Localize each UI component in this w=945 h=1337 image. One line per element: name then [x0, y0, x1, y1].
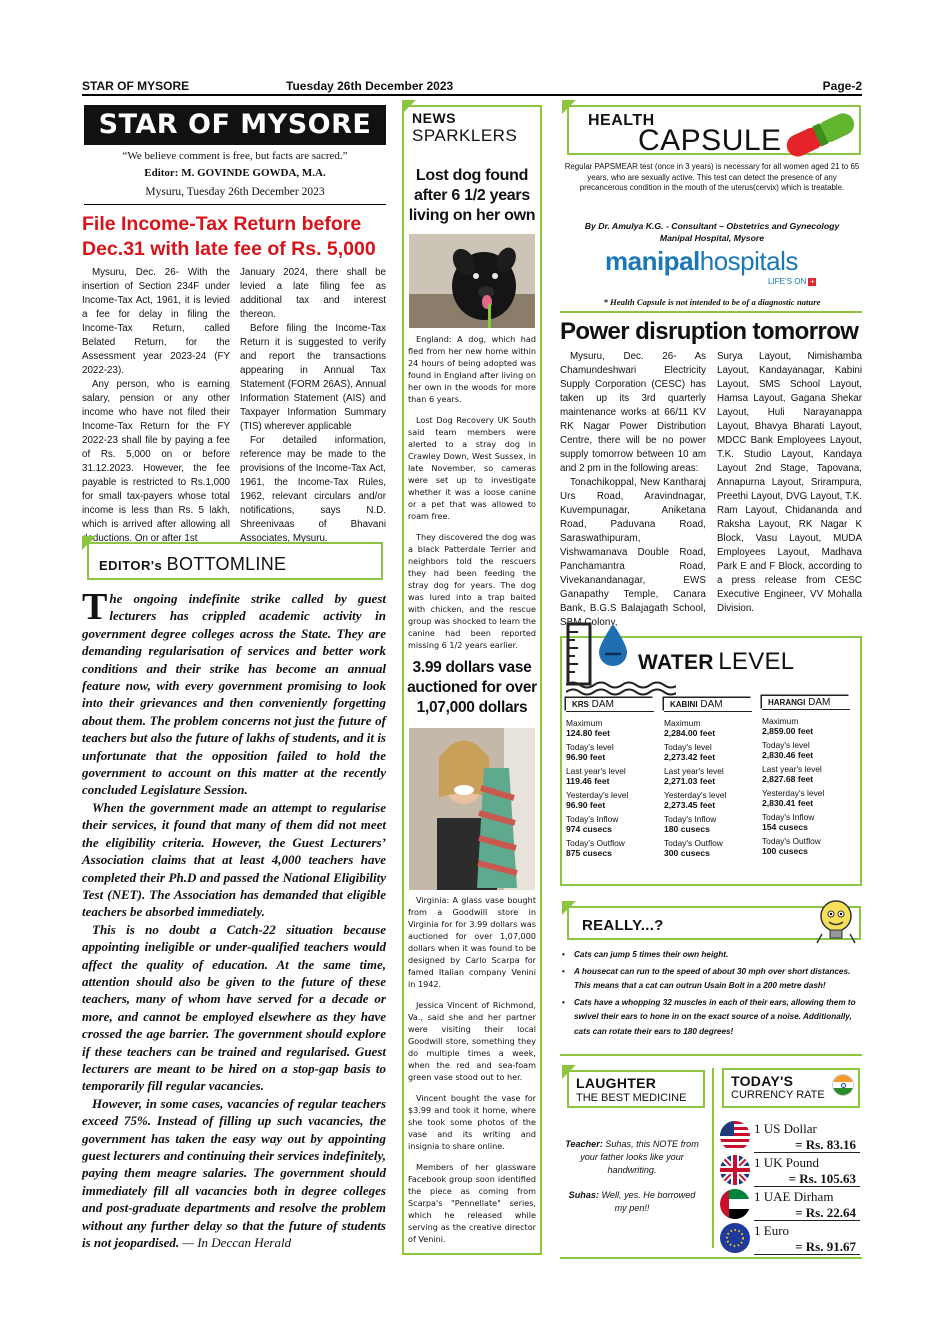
lead-column-1: [82, 266, 230, 546]
dam-stat-value: 119.46 feet: [566, 776, 610, 786]
dam-stat-label: Today's level: [762, 740, 810, 750]
dam-stat-label: Today's level: [566, 742, 614, 752]
editorial-source: — In Deccan Herald: [182, 1235, 292, 1251]
dam-stat-value: 2,271.03 feet: [664, 776, 716, 786]
currency-row: [718, 1223, 860, 1255]
dam-stat-label: Last year's level: [566, 766, 626, 776]
currency-subtitle: CURRENCY RATE: [731, 1089, 825, 1101]
dam-stat-label: Maximum: [566, 718, 603, 728]
lead-paragraph: For detailed information, reference may be made to the provisions of the Income-Tax Act, 1961, the Income-Tax Rules, 1962, relevant circulars and/or notifications, says N.D. Shreenivaas of Bhavani Associates, Mysuru.: [240, 435, 386, 544]
plus-icon: +: [810, 276, 815, 286]
list-item: • A housecat can run to the speed of about 30 mph over short distances. This means that a cat can outrun Usain Bolt in a 200 metre dash!: [562, 966, 851, 990]
dam-stat-label: Today's level: [664, 742, 712, 752]
tag-corner: [562, 100, 576, 114]
dam-stat-value: 974 cusecs: [566, 824, 612, 834]
currency-value: = Rs. 91.67: [795, 1239, 856, 1254]
currency-value: = Rs. 22.64: [795, 1205, 856, 1220]
lead-headline-line2: Dec.31 with late fee of Rs. 5,000: [82, 238, 376, 260]
health-tag-bold: HEALTH: [588, 112, 655, 129]
dam-stat-label: Yesterday's level: [566, 790, 629, 800]
divider: [560, 1054, 862, 1056]
currency-row: [718, 1155, 860, 1187]
health-disclaimer: * Health Capsule is not intended to be of a diagnostic nature: [603, 297, 821, 307]
water-level-title: WATER LEVEL: [638, 648, 795, 675]
news-sparklers-tag: NEWS SPARKLERS: [408, 110, 536, 156]
dam-stat-value: 300 cusecs: [664, 848, 710, 858]
dam-stat-label: Today's Outflow: [664, 838, 723, 848]
india-flag-icon: [832, 1074, 854, 1096]
currency-unit: 1 UAE Dirham: [754, 1189, 834, 1204]
capsule-icon: [780, 110, 862, 158]
lead-paragraph: Before filing the Income-Tax Return it is suggested to verify and report the transactions appearing in Annual Tax Statement (FORM 26AS), Annual Information Statement (AIS) and Taxpayer Information Summary (TIS) wherever applicable: [240, 323, 386, 432]
editorial-tag: EDITOR's BOTTOMLINE: [99, 554, 287, 574]
currency-value: = Rs. 105.63: [788, 1171, 856, 1186]
dam-stat-label: Maximum: [664, 718, 701, 728]
dam-stat-value: 2,830.46 feet: [762, 750, 814, 760]
editorial-tag-box: [87, 542, 383, 580]
dam-stat-label: Today's Inflow: [566, 814, 619, 824]
dam-stat-label: Today's Inflow: [664, 814, 717, 824]
page-number: Page-2: [822, 79, 862, 93]
divider: [754, 1152, 860, 1153]
dam-stat-label: Last year's level: [762, 764, 822, 774]
dam-stat-value: 2,273.42 feet: [664, 752, 716, 762]
us-flag-icon: [720, 1121, 750, 1151]
lead-paragraph: January 2024, there shall be levied a late filing fee as additional tax and interest thereon.: [240, 267, 386, 320]
laughter-title: LAUGHTER: [576, 1075, 657, 1091]
dam-stat-label: Yesterday's level: [664, 790, 727, 800]
divider: [754, 1220, 860, 1221]
uae-flag-icon: [720, 1189, 750, 1219]
vase-photo: [409, 728, 535, 890]
lead-headline-line1: File Income-Tax Return before: [82, 213, 362, 235]
editorial-paragraph: This is no doubt a Catch-22 situation because appointing ineligible or under-qualified teachers would affect the quality of education. At the same time, attention should also be given to the future of these teachers, many of whom have served for a decade or more, and cannot be employed elsewhere as they have crossed the age barrier. The government should explore if these teachers can be trained and regularised. Guest lecturers are meant to be hired on a stop-gap basis to temporarily fill regular vacancies.: [82, 921, 386, 1094]
currency-unit: 1 UK Pound: [754, 1155, 820, 1170]
eu-flag-icon: [720, 1223, 750, 1253]
editor-line: Editor: M. GOVINDE GOWDA, M.A.: [144, 167, 326, 179]
dam-stat-value: 180 cusecs: [664, 824, 710, 834]
tag-corner: [562, 901, 576, 915]
currency-value: = Rs. 83.16: [795, 1137, 856, 1152]
dam-stat-label: Today's Inflow: [762, 812, 815, 822]
dam-column-2: [762, 696, 854, 860]
divider: [712, 1068, 714, 1248]
dam-column-0: [566, 698, 658, 862]
dam-stat-label: Last year's level: [664, 766, 724, 776]
dam-stat-value: 2,830.41 feet: [762, 798, 814, 808]
vase-headline: 3.99 dollars vase auctioned for over 1,07,000 dollars: [407, 659, 537, 716]
dam-stat-value: 100 cusecs: [762, 846, 808, 856]
list-item: • Cats have a whopping 32 muscles in each of their ears, allowing them to swivel their ears to hone in on the exact source of a noise. Additionally, cats can rotate their ears to 180 degrees!: [562, 997, 856, 1036]
dam-column-1: [664, 698, 756, 862]
list-item: • Cats can jump 5 times their own height.: [562, 950, 729, 959]
really-list: [562, 948, 862, 1039]
editorial-paragraph: When the government made an attempt to regularise their services, it found that many of them did not meet the eligibility criteria. However, the Guest Lecturers’ Association claims that at least 4,000 teachers have completed their Ph.D and passed the National Eligibility Test (NET). The Association has demanded that eligible teachers be absorbed immediately.: [82, 799, 386, 920]
dam-name: KRS DAM: [566, 698, 654, 712]
dam-stat-value: 2,827.68 feet: [762, 774, 814, 784]
power-headline: Power disruption tomorrow: [560, 318, 859, 345]
dam-stat-label: Today's Outflow: [566, 838, 625, 848]
paper-name: STAR OF MYSORE: [82, 79, 190, 93]
lightbulb-icon: [812, 896, 858, 948]
vase-story-body: Virginia: A glass vase bought from a Goodwill store in Virginia for for 3.99 dollars was auctioned for over 1,07,000 dollars when it was found to be designed by Carlo Scarpa for famed Italian company Venini in 1942. Jessica Vincent of Richmond, Va., said she and her partner were visiting their local Goodwill store, something they do multiple times a week, when the red and sea-foam green vase stood out to her. Vincent bought the vase for $3.99 and took it home, where she took some photos of the vase and its writing and insignia to share online. Members of her glassware Facebook group soon identified the piece as coming from Scarpa's "Pennellate" series, which he released while serving as the creative director of Venini.: [408, 895, 536, 1244]
manipal-logo: manipalhospitals: [605, 246, 798, 276]
divider: [84, 204, 386, 205]
dam-stat-label: Yesterday's level: [762, 788, 825, 798]
wave-icon: [566, 680, 676, 696]
dam-stat-label: Maximum: [762, 716, 799, 726]
dropcap: T: [82, 586, 108, 628]
water-gauge-icon: [566, 622, 596, 686]
tag-corner: [82, 536, 96, 550]
motto: “We believe comment is free, but facts are sacred.”: [122, 150, 348, 162]
dam-stat-value: 154 cusecs: [762, 822, 808, 832]
health-byline: By Dr. Amulya K.G. - Consultant – Obstetrics and Gynecology Manipal Hospital, Mysore: [584, 221, 840, 243]
manipal-tagline: LIFE’S ON +: [768, 276, 815, 286]
page-header-bar: [82, 78, 862, 96]
lead-headline: [82, 212, 388, 262]
dam-stat-value: 875 cusecs: [566, 848, 612, 858]
water-drop-icon: [596, 622, 630, 668]
joke: Teacher: Suhas, this NOTE from your father looks like your handwriting. Suhas: Well, yes. He borrowed my pen!!: [565, 1139, 699, 1213]
issue-date: Tuesday 26th December 2023: [286, 79, 454, 93]
health-tag-light: CAPSULE: [638, 124, 782, 157]
currency-row: [718, 1189, 860, 1221]
dam-name: HARANGI DAM: [762, 696, 850, 710]
vase-image-icon: [409, 728, 535, 890]
power-column-1: Mysuru, Dec. 26- As Chamundeshwari Electricity Supply Corporation (CESC) has taken up its 3rd quarterly maintenance works at 66/11 KV RK Nagar Power Distribution Centre, there will be no power supply tomorrow between 10 am and 2 pm in the following areas: Tonachikoppal, New Kantharaj Urs Road, Aravindnagar, Kuvempunagar, Aniketana Road, Paduvana Road, Saraswathipuram, Vishwamanava Double Road, Panchamantra Road, Vivekanandanagar, EWS Ganapathy Temple, Canara Bank, B.G.S Balajagath School, SBM Colony,: [560, 351, 706, 628]
dam-stat-value: 96.90 feet: [566, 800, 606, 810]
dam-stat-value: 2,859.00 feet: [762, 726, 814, 736]
divider: [754, 1254, 860, 1255]
dam-name: KABINI DAM: [664, 698, 752, 712]
editorial-paragraph: However, in some cases, vacancies of regular teachers exceed 75%. Instead of filling up such vacancies, the government has taken the easy way out by appointing guest lecturers and continuing their services indefinitely, paying them meagre salaries. The government should immediately fill all vacancies both in degree colleges and post-graduate departments and resolve the problem without any further delay so that the future of students is not jeopardised. — In Deccan Herald: [82, 1095, 386, 1251]
dog-image-icon: [409, 234, 535, 328]
uk-flag-icon: [720, 1155, 750, 1185]
dam-stat-label: Today's Outflow: [762, 836, 821, 846]
really-title: REALLY...?: [582, 917, 664, 934]
tag-corner: [402, 100, 416, 114]
dog-headline: Lost dog found after 6 1/2 years living on her own: [408, 167, 536, 224]
editorial-body: The ongoing indefinite strike called by guest lecturers has crippled academic activity in government degree colleges across the State. They are demanding regularisation of services and better work conditions and their strike has become an annual feature now, with every government promising to look into their grievances and then conveniently forgetting about them. The problem concerns not just the future of teachers but also the future of lakhs of students, and it is unfortunate that the opposition failed to hold the government to account on this matter at the recently concluded Legislature Session. When the government made an attempt to regularise their services, it found that many of them did not meet the eligibility criteria. However, the Guest Lecturers’ Association claims that at least 4,000 teachers have completed their Ph.D and passed the National Eligibility Test (NET). The Association has demanded that eligible teachers be absorbed immediately. This is no doubt a Catch-22 situation because appointing ineligible or under-qualified teachers would affect the quality of education. At the same time, attention should also be given to the future of these teachers, many of whom have served for a decade or more, and cannot be employed elsewhere as they have crossed the age barrier. The government should explore if these teachers can be trained and regularised. Guest lecturers are meant to be hired on a stop-gap basis to temporarily fill regular vacancies. However, in some cases, vacancies of regular teachers exceed 75%. Instead of filling up such vacancies, the government has taken the easy way out by appointing guest lecturers and continuing their services indefinitely, paying them meagre salaries. The government should immediately fill all vacancies both in degree colleges and post-graduate departments and resolve the problem without any further delay so that the future of students is not jeopardised. — In Deccan Herald: [82, 586, 386, 1251]
dam-stat-value: 124.80 feet: [566, 728, 610, 738]
currency-row: [718, 1121, 860, 1153]
divider: [560, 311, 862, 313]
power-column-2: Surya Layout, Nimishamba Layout, Kandayanagar, Kabini Layout, SMS School Layout, Hamsa Layout, Gagana Shekar Layout, Huli Narayanappa Layout, Bhavya Bharati Layout, MDCC Bank Employees Layout, T.K. Studio Layout, Kandaya Layout 2nd Stage, Tapovana, Annapurna Layout, Srirampura, Preethi Layout, DVG Layout, T.K. Ram Layout, Chidananda and Raksha Layout, RK Nagar K Block, Vasu Layout, MUDA Employees Layout, Madhava Park E and F Block, according to a press release from CESC Executive Engineer, VV Mohalla Division.: [717, 351, 862, 614]
divider: [754, 1186, 860, 1187]
tag-corner: [562, 1065, 576, 1079]
currency-unit: 1 Euro: [754, 1223, 790, 1238]
dam-stat-value: 2,273.45 feet: [664, 800, 716, 810]
currency-title: TODAY'S: [731, 1073, 794, 1089]
health-text: Regular PAPSMEAR test (once in 3 years) is necessary for all women aged 21 to 65 years, who are sexually active. This test can detect the presence of any precancerous condition in the mouth of the uterus(cervix) which is treatable.: [564, 162, 860, 192]
lead-column-2: [240, 266, 386, 546]
dog-photo: [409, 234, 535, 328]
currency-unit: 1 US Dollar: [754, 1121, 817, 1136]
dateline: Mysuru, Tuesday 26th December 2023: [145, 186, 325, 198]
lead-paragraph: Mysuru, Dec. 26- With the insertion of Section 234F under Income-Tax Act, 1961, it is levied a fee for delay in filing the Income-Tax Return, called Belated Return, for the Assessment year 2023-24 (FY 2022-23).: [82, 267, 230, 376]
masthead-logo: STAR OF MYSORE: [84, 105, 386, 145]
dam-stat-value: 96.90 feet: [566, 752, 606, 762]
laughter-subtitle: THE BEST MEDICINE: [576, 1092, 687, 1104]
dog-story-body: England: A dog, which had fled from her new home within 24 hours of being adopted was found in England after living on her own in the woods for more than 6 years. Lost Dog Recovery UK South said team members were alerted to a stray dog in Crawley Down, West Sussex, in late November, so cameras were set up to investigate whether it was a loose canine or a pet that was allowed to roam free. They discovered the dog was a black Patterdale Terrier and neighbors told the rescuers they had been feeding the stray dog for years. The dog was lured into a trap baited with chicken, and the rescue group was shocked to learn the canine had been reported missing 6 1/2 years earlier.: [408, 334, 536, 650]
divider: [560, 1257, 862, 1259]
dam-stat-value: 2,284.00 feet: [664, 728, 716, 738]
lead-paragraph: Any person, who is earning salary, pension or any other income who have not filed their Income-Tax Return for the FY 2022-23 shall file by paying a fee of Rs. 5,000 on or before 31.12.2023. However, the fee payable is restricted to Rs.1,000 for small tax-payers whose total income is less than Rs. 5 lakh, which is arrived after allowing all deductions. On or after 1st: [82, 379, 230, 544]
